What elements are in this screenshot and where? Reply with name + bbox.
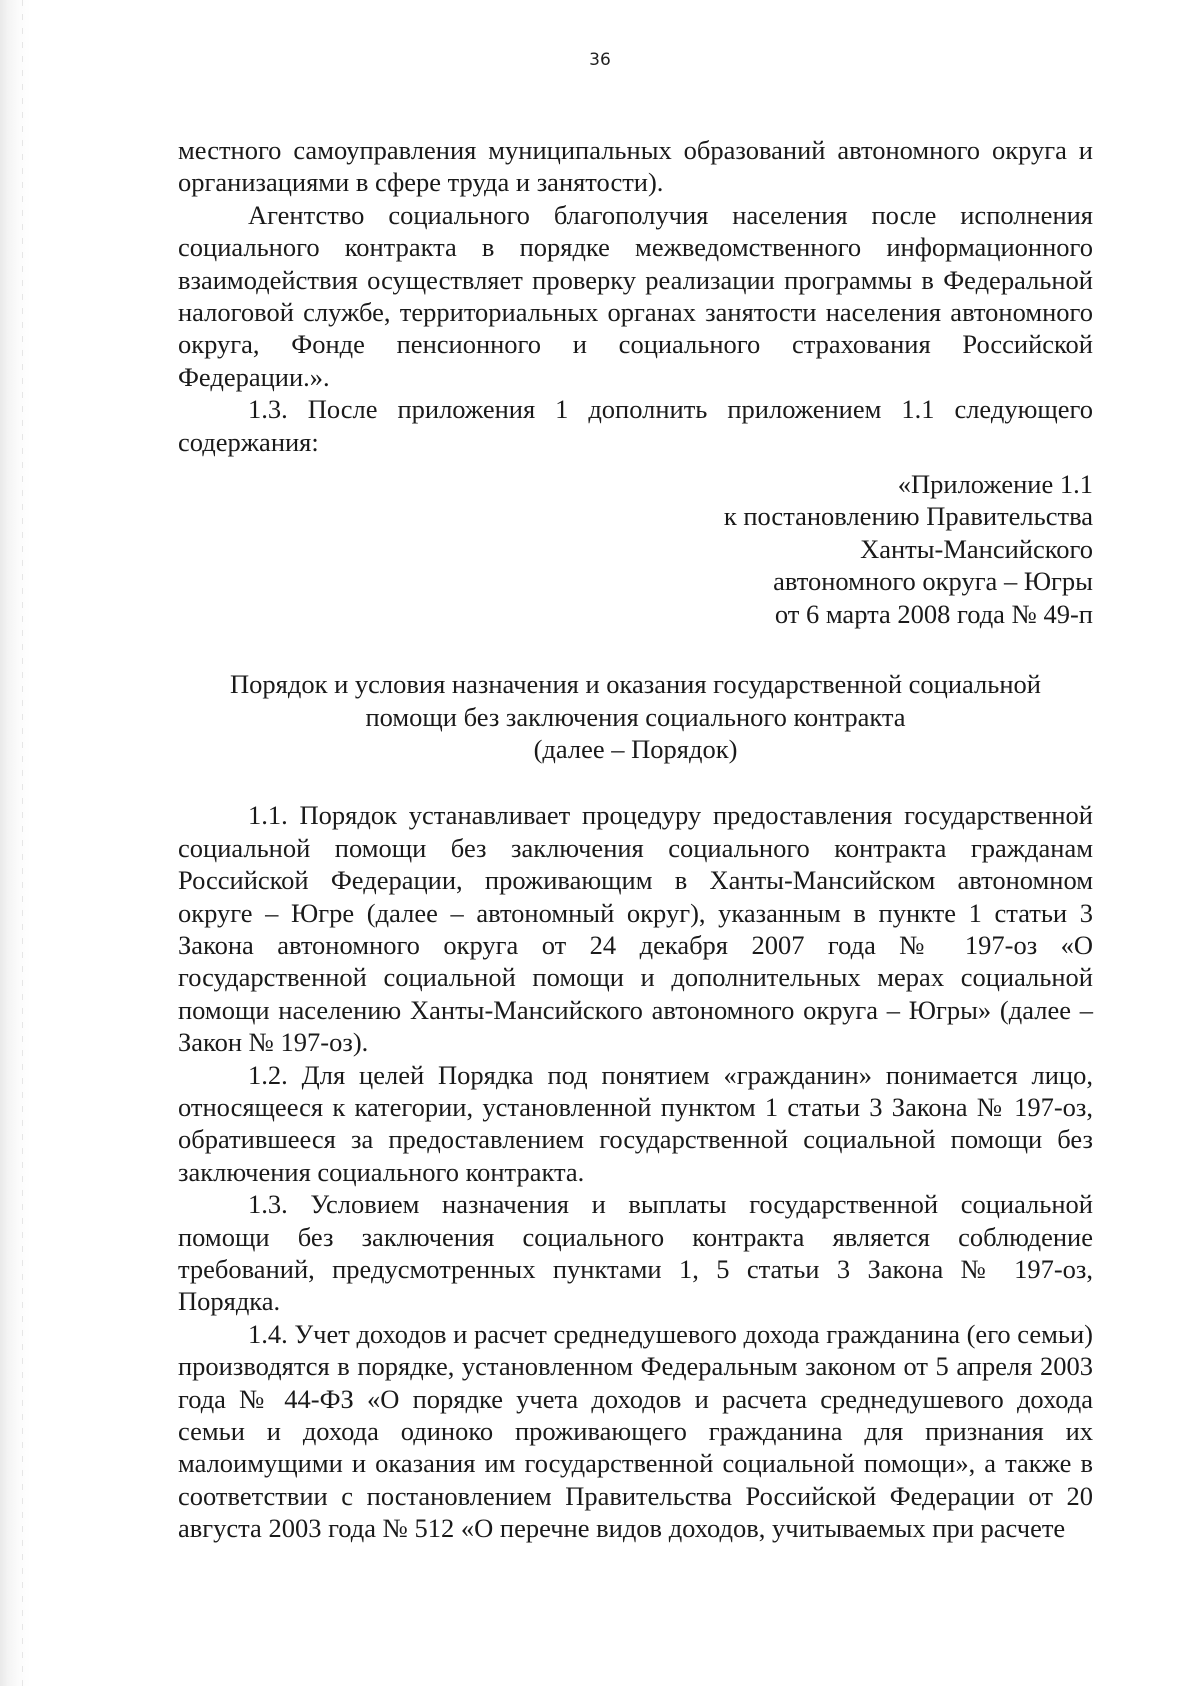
section-title-line: помощи без заключения социального контракта [365,701,906,732]
appendix-header-line: автономного округа – Югры [773,566,1093,597]
appendix-header-line: от 6 марта 2008 года № 49-п [774,598,1093,629]
clause-1-1: 1.1. Порядок устанавливает процедуру предоставления государственной социальной помощи без заключения социального контракта гражданам Российской Федерации, проживающим в Ханты-Мансийском автономном округе – Югре (далее – автономный округ), указанным в пункте 1 статьи 3 Закона автономного округа от 24 декабря 2007 года № 197-оз «О государственной социальной помощи и дополнительных мерах социальной помощи населению Ханты-Мансийского автономного округа – Югры» (далее – Закон № 197-оз). [178,800,1093,1058]
scan-edge-shadow [0,0,30,1686]
procedure-clauses [178,799,1093,1544]
section-title-line: (далее – Порядок) [533,733,738,764]
paragraph-amendment-1-3: 1.3. После приложения 1 дополнить приложением 1.1 следующего содержания: [178,394,1093,457]
appendix-header [178,468,1093,630]
section-title [178,668,1093,765]
appendix-header-line: к постановлению Правительства [723,501,1093,532]
clause-1-3: 1.3. Условием назначения и выплаты государственной социальной помощи без заключения социального контракта является соблюдение требований, предусмотренных пунктами 1, 5 статьи 3 Закона № 197-оз, Порядка. [178,1189,1093,1317]
clause-1-4: 1.4. Учет доходов и расчет среднедушевого дохода гражданина (его семьи) производятся в порядке, установленном Федеральным законом от 5 апреля 2003 года № 44-ФЗ «О порядке учета доходов и расчета среднедушевого дохода семьи и дохода одиноко проживающего гражданина для признания их малоимущими и оказания им государственной социальной помощи», а также в соответствии с постановлением Правительства Российской Федерации от 20 августа 2003 года № 512 «О перечне видов доходов, учитываемых при расчете [178,1318,1093,1544]
paragraph-agency: Агентство социального благополучия населения после исполнения социального контракта в порядке межведомственного информационного взаимодействия осуществляет проверку реализации программы в Федеральной налоговой службе, территориальных органах занятости населения автономного округа, Фонде пенсионного и социального страхования Российской Федерации.». [178,199,1093,392]
appendix-header-line: Ханты-Мансийского [860,533,1093,564]
section-title-line: Порядок и условия назначения и оказания государственной социальной [230,669,1041,700]
paragraph-continuation: местного самоуправления муниципальных образований автономного округа и организациями в сфере труда и занятости). [178,135,1093,198]
clause-1-2: 1.2. Для целей Порядка под понятием «гражданин» понимается лицо, относящееся к категории, установленной пунктом 1 статьи 3 Закона № 197-оз, обратившееся за предоставлением государственной социальной помощи без заключения социального контракта. [178,1059,1093,1187]
page-number: 36 [589,50,611,70]
appendix-header-line: «Приложение 1.1 [897,469,1093,500]
document-body [178,134,1093,1545]
